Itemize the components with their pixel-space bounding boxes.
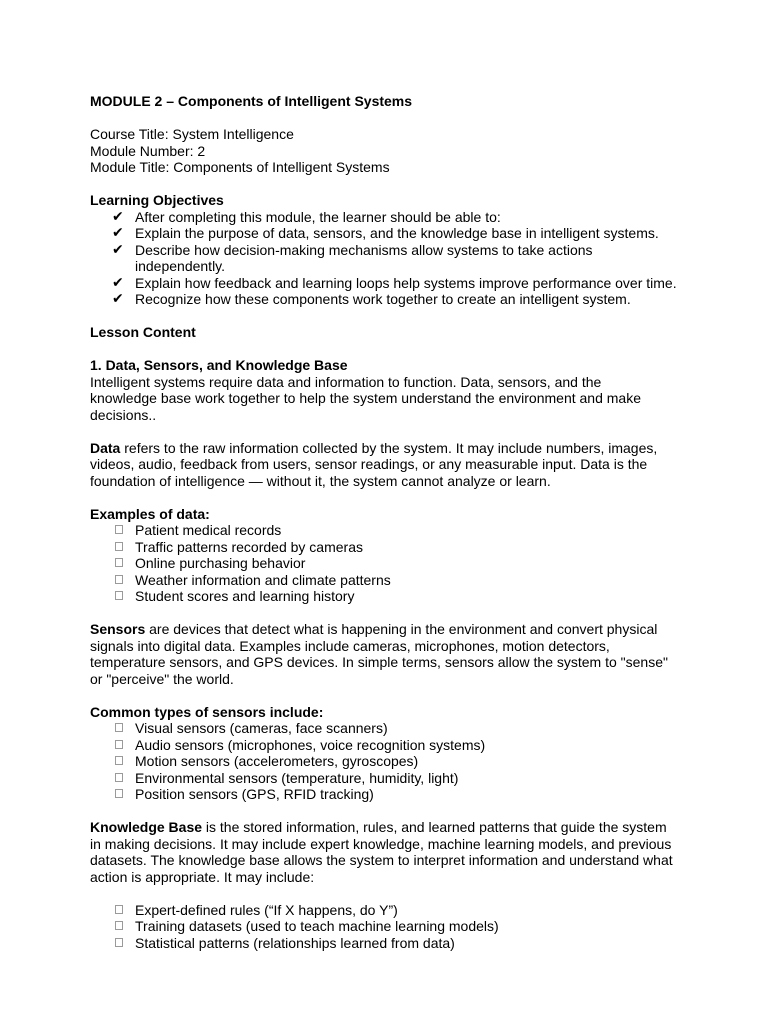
list-item	[90, 902, 690, 919]
objective-item	[90, 242, 605, 275]
checkbox-icon	[115, 789, 123, 798]
list-item	[90, 572, 690, 589]
learning-objectives-list	[90, 209, 690, 308]
course-title: Course Title: System Intelligence	[90, 126, 294, 142]
list-item	[90, 918, 690, 935]
checkbox-icon	[115, 525, 123, 534]
spacer	[90, 110, 690, 127]
checkmark-icon: ✔	[112, 274, 124, 291]
spacer	[90, 803, 690, 820]
list-item-text: Training datasets (used to teach machine learning models)	[135, 918, 499, 934]
checkmark-icon: ✔	[112, 208, 124, 225]
knowledge-base-text: is the stored information, rules, and learned patterns that guide the system in making decisions. It may include expert knowledge, machine learning models, and previous datasets. The knowledge base allows the system to interpret information and understand what action is appropriate. It may include:	[90, 819, 673, 885]
list-item-text: Traffic patterns recorded by cameras	[135, 538, 363, 555]
list-item	[90, 539, 690, 556]
checkbox-icon	[115, 558, 123, 567]
module-heading: MODULE 2 – Components of Intelligent Systems	[90, 93, 413, 109]
checkmark-icon: ✔	[112, 225, 124, 241]
examples-heading: Examples of data:	[90, 505, 210, 522]
data-text: refers to the raw information collected by the system. It may include numbers, images, videos, audio, feedback from users, sensor readings, or any measurable input. Data is the foundation of intelligence — without it, the system cannot analyze or learn.	[90, 439, 658, 489]
knowledge-base-term: Knowledge Base	[90, 819, 203, 835]
examples-list	[90, 522, 690, 605]
checkbox-icon	[115, 773, 123, 782]
section-heading: 1. Data, Sensors, and Knowledge Base	[90, 357, 348, 373]
spacer	[90, 308, 690, 325]
objective-text: Explain how feedback and learning loops help systems improve performance over time.	[135, 274, 677, 291]
section-intro: Intelligent systems require data and information to function. Data, sensors, and the knowledge base work together to help the system understand the environment and make decisions..	[90, 373, 641, 423]
checkbox-icon	[115, 921, 123, 930]
list-item-text: Student scores and learning history	[135, 588, 355, 604]
checkbox-icon	[115, 938, 123, 947]
list-item	[90, 522, 690, 539]
objective-item	[90, 225, 690, 242]
list-item	[90, 555, 690, 572]
list-item-text: Statistical patterns (relationships learned from data)	[135, 934, 455, 951]
checkbox-icon	[115, 723, 123, 732]
objective-text: Explain the purpose of data, sensors, and the knowledge base in intelligent systems.	[135, 225, 659, 241]
spacer	[90, 687, 690, 704]
list-item	[90, 737, 690, 754]
learning-objectives-heading: Learning Objectives	[90, 192, 224, 208]
module-title: Module Title: Components of Intelligent Systems	[90, 159, 390, 175]
list-item-text: Patient medical records	[135, 522, 282, 538]
objective-item	[90, 291, 690, 308]
list-item-text: Motion sensors (accelerometers, gyroscopes)	[135, 753, 419, 769]
spacer	[90, 605, 690, 622]
checkbox-icon	[115, 575, 123, 584]
checkbox-icon	[115, 542, 123, 551]
spacer	[90, 341, 690, 358]
sensors-text: are devices that detect what is happening in the environment and convert physical signals into digital data. Examples include cameras, microphones, motion detectors, temperature sensors, and GPS devices. In simple terms, sensors allow the system to "sense" or "perceive" the world.	[90, 621, 668, 687]
checkbox-icon	[115, 740, 123, 749]
knowledge-base-paragraph	[90, 819, 680, 885]
checkmark-icon: ✔	[112, 241, 124, 258]
objective-item	[90, 275, 690, 292]
module-number: Module Number: 2	[90, 142, 206, 159]
knowledge-base-list	[90, 902, 690, 952]
sensors-term: Sensors	[90, 621, 146, 637]
list-item-text: Audio sensors (microphones, voice recognition systems)	[135, 736, 486, 753]
document-body	[90, 93, 690, 951]
sensor-types-list	[90, 720, 690, 803]
list-item	[90, 935, 690, 952]
list-item	[90, 786, 690, 803]
objective-text: Describe how decision-making mechanisms allow systems to take actions independently.	[135, 241, 593, 274]
list-item	[90, 753, 690, 770]
data-paragraph	[90, 440, 665, 490]
list-item	[90, 588, 690, 605]
list-item-text: Online purchasing behavior	[135, 555, 306, 571]
sensors-paragraph	[90, 621, 680, 687]
list-item-text: Weather information and climate patterns	[135, 571, 391, 588]
objective-item	[90, 209, 690, 226]
spacer	[90, 176, 690, 193]
list-item-text: Position sensors (GPS, RFID tracking)	[135, 786, 374, 802]
checkbox-icon	[115, 591, 123, 600]
list-item	[90, 770, 690, 787]
list-item-text: Environmental sensors (temperature, humidity, light)	[135, 769, 459, 786]
spacer	[90, 885, 690, 902]
spacer	[90, 423, 690, 440]
checkbox-icon	[115, 756, 123, 765]
objective-text: Recognize how these components work together to create an intelligent system.	[135, 291, 631, 307]
data-term: Data	[90, 439, 121, 456]
objective-text: After completing this module, the learner should be able to:	[135, 208, 501, 225]
list-item-text: Expert-defined rules (“If X happens, do Y”)	[135, 901, 398, 918]
checkbox-icon	[115, 905, 123, 914]
sensor-types-heading: Common types of sensors include:	[90, 703, 324, 720]
list-item-text: Visual sensors (cameras, face scanners)	[135, 720, 388, 736]
lesson-content-heading: Lesson Content	[90, 324, 196, 340]
list-item	[90, 720, 690, 737]
spacer	[90, 489, 690, 506]
checkmark-icon: ✔	[112, 291, 124, 307]
